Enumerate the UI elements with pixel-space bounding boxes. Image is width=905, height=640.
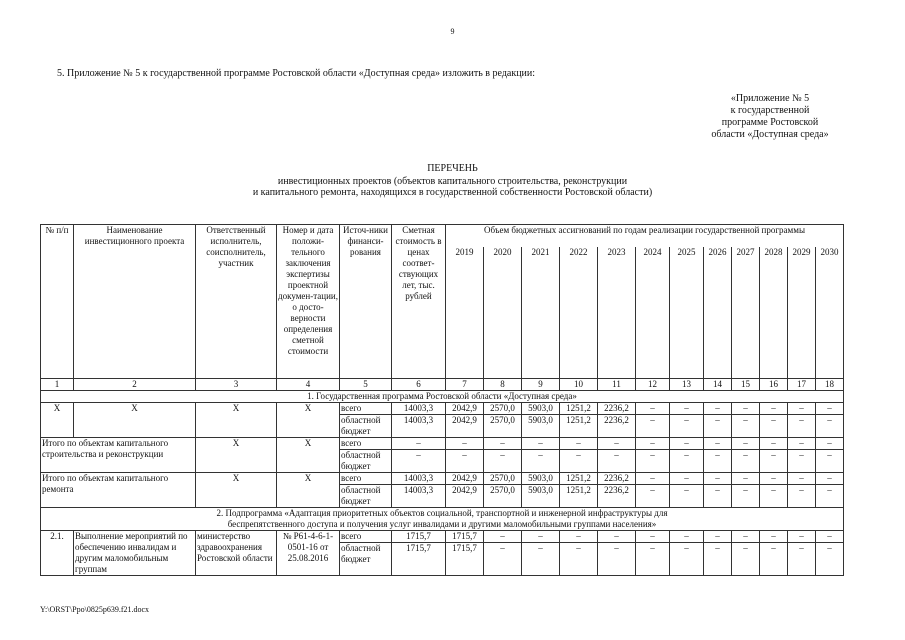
value-cell: –	[816, 473, 844, 485]
value-cell: –	[636, 450, 670, 473]
section-2-title: 2. Подпрограмма «Адаптация приоритетных объектов социальной, транспортной и инженерной инфраструктуры для беспрепятственного доступа и получения услуг инвалидами и другими маломобильными группами населения»	[41, 508, 844, 531]
value-cell: –	[788, 403, 816, 415]
list-subtitle	[0, 176, 905, 198]
value-cell: –	[704, 438, 732, 450]
header-num: № п/п	[41, 225, 74, 379]
column-number: 9	[522, 379, 560, 391]
value-cell: –	[704, 450, 732, 473]
value-cell: 5903,0	[522, 403, 560, 415]
value-cell: –	[760, 450, 788, 473]
table-row	[41, 473, 844, 485]
table-row	[41, 403, 844, 415]
year-header: 2029	[788, 247, 816, 379]
year-header: 2025	[670, 247, 704, 379]
value-cell: –	[670, 403, 704, 415]
value-cell: –	[704, 415, 732, 438]
value-cell: –	[598, 450, 636, 473]
value-cell: –	[636, 438, 670, 450]
intro-text: 5. Приложение № 5 к государственной программе Ростовской области «Доступная среда» изложить в редакции:	[57, 68, 536, 79]
cell-x: Х	[196, 403, 277, 438]
value-cell: –	[760, 485, 788, 508]
appendix-reference	[640, 93, 900, 141]
subtitle-line: инвестиционных проектов (объектов капитального строительства, реконструкции	[277, 176, 628, 187]
list-heading: ПЕРЕЧЕНЬ	[427, 163, 478, 174]
value-cell: –	[522, 450, 560, 473]
value-cell: –	[704, 473, 732, 485]
source-regional: областной бюджет	[340, 485, 392, 508]
value-cell: –	[732, 543, 760, 576]
year-header: 2024	[636, 247, 670, 379]
value-cell: –	[560, 450, 598, 473]
value-cell: –	[788, 438, 816, 450]
year-header: 2020	[484, 247, 522, 379]
column-number: 5	[340, 379, 392, 391]
value-cell: 1251,2	[560, 415, 598, 438]
value-cell: 14003,3	[392, 485, 446, 508]
value-cell: 5903,0	[522, 485, 560, 508]
column-number: 14	[704, 379, 732, 391]
value-cell: –	[670, 485, 704, 508]
value-cell: –	[732, 403, 760, 415]
value-cell: –	[670, 531, 704, 543]
value-cell: 2236,2	[598, 473, 636, 485]
appendix-line: к государственной	[730, 105, 810, 116]
value-cell: –	[636, 543, 670, 576]
header-row	[41, 225, 844, 248]
value-cell: 1251,2	[560, 473, 598, 485]
column-number: 13	[670, 379, 704, 391]
value-cell: –	[636, 403, 670, 415]
cell-x: Х	[196, 438, 277, 473]
value-cell: –	[484, 450, 522, 473]
source-total: всего	[340, 403, 392, 415]
source-regional: областной бюджет	[340, 415, 392, 438]
project-name: Выполнение мероприятий по обеспечению инвалидам и другим маломобильным группам	[74, 531, 196, 576]
column-number: 6	[392, 379, 446, 391]
value-cell: –	[704, 403, 732, 415]
value-cell: –	[816, 403, 844, 415]
value-cell: –	[816, 415, 844, 438]
value-cell: –	[732, 415, 760, 438]
value-cell: 2236,2	[598, 415, 636, 438]
value-cell: –	[788, 485, 816, 508]
value-cell: –	[484, 438, 522, 450]
value-cell: –	[760, 438, 788, 450]
value-cell: –	[760, 543, 788, 576]
row-number: 2.1.	[41, 531, 74, 576]
value-cell: –	[636, 485, 670, 508]
value-cell: –	[760, 473, 788, 485]
column-number: 10	[560, 379, 598, 391]
column-number: 12	[636, 379, 670, 391]
value-cell: 1251,2	[560, 403, 598, 415]
value-cell: –	[788, 415, 816, 438]
header-cost: Сметная стоимость в ценах соответ-ствующих лет, тыс. рублей	[392, 225, 446, 379]
appendix-line: программе Ростовской	[721, 117, 819, 128]
cell-x: Х	[196, 473, 277, 508]
value-cell: 2236,2	[598, 403, 636, 415]
column-number: 11	[598, 379, 636, 391]
value-cell: –	[484, 543, 522, 576]
responsible-executor: министерство здравоохранения Ростовской области	[196, 531, 277, 576]
value-cell: –	[522, 543, 560, 576]
value-cell: –	[816, 450, 844, 473]
value-cell: –	[446, 450, 484, 473]
value-cell: 1715,7	[446, 543, 484, 576]
year-header: 2023	[598, 247, 636, 379]
appendix-line: области «Доступная среда»	[711, 129, 829, 140]
value-cell: –	[732, 473, 760, 485]
value-cell: –	[760, 415, 788, 438]
value-cell: 14003,3	[392, 403, 446, 415]
source-regional: областной бюджет	[340, 450, 392, 473]
header-expertise: Номер и дата положи-тельного заключения экспертизы проектной докумен-тации, о досто-верности определения сметной стоимости	[277, 225, 340, 379]
value-cell: –	[560, 438, 598, 450]
value-cell: –	[392, 438, 446, 450]
header-source: Источ-ники финанси-рования	[340, 225, 392, 379]
column-number: 4	[277, 379, 340, 391]
table-row	[41, 438, 844, 450]
value-cell: 2570,0	[484, 485, 522, 508]
value-cell: –	[636, 415, 670, 438]
value-cell: –	[636, 531, 670, 543]
column-number: 3	[196, 379, 277, 391]
value-cell: –	[816, 543, 844, 576]
repair-total-label: Итого по объектам капитального ремонта	[41, 473, 196, 508]
column-number: 1	[41, 379, 74, 391]
value-cell: –	[816, 485, 844, 508]
value-cell: –	[484, 531, 522, 543]
year-header: 2028	[760, 247, 788, 379]
value-cell: –	[670, 543, 704, 576]
value-cell: 1715,7	[392, 531, 446, 543]
source-regional: областной бюджет	[340, 543, 392, 576]
value-cell: –	[670, 450, 704, 473]
value-cell: 5903,0	[522, 473, 560, 485]
subtitle-line: и капитального ремонта, находящихся в государственной собственности Ростовской области)	[252, 187, 653, 198]
header-name: Наименование инвестиционного проекта	[74, 225, 196, 379]
value-cell: –	[732, 485, 760, 508]
value-cell: 2042,9	[446, 473, 484, 485]
value-cell: –	[446, 438, 484, 450]
value-cell: 2236,2	[598, 485, 636, 508]
column-number: 16	[760, 379, 788, 391]
value-cell: 2570,0	[484, 473, 522, 485]
header-volume: Объем бюджетных ассигнований по годам реализации государственной программы	[446, 225, 844, 248]
value-cell: –	[704, 531, 732, 543]
cell-x: Х	[41, 403, 74, 438]
year-header: 2027	[732, 247, 760, 379]
value-cell: 2042,9	[446, 403, 484, 415]
cell-x: Х	[74, 403, 196, 438]
value-cell: –	[704, 543, 732, 576]
file-path: Y:\ORST\Ppo\0825p639.f21.docx	[40, 605, 150, 614]
value-cell: 2570,0	[484, 403, 522, 415]
year-header: 2026	[704, 247, 732, 379]
construction-total-label: Итого по объектам капитального строительства и реконструкции	[41, 438, 196, 473]
value-cell: –	[788, 543, 816, 576]
header-responsible: Ответственный исполнитель, соисполнитель, участник	[196, 225, 277, 379]
value-cell: –	[522, 438, 560, 450]
value-cell: –	[670, 415, 704, 438]
value-cell: 5903,0	[522, 415, 560, 438]
section-1-title: 1. Государственная программа Ростовской области «Доступная среда»	[41, 391, 844, 403]
value-cell: –	[560, 543, 598, 576]
column-number: 2	[74, 379, 196, 391]
column-number: 17	[788, 379, 816, 391]
value-cell: 2042,9	[446, 485, 484, 508]
value-cell: –	[816, 531, 844, 543]
source-total: всего	[340, 531, 392, 543]
column-number: 7	[446, 379, 484, 391]
cell-x: Х	[277, 473, 340, 508]
value-cell: –	[760, 531, 788, 543]
value-cell: –	[788, 473, 816, 485]
year-header: 2030	[816, 247, 844, 379]
cell-x: Х	[277, 438, 340, 473]
value-cell: –	[704, 485, 732, 508]
value-cell: 1251,2	[560, 485, 598, 508]
column-number: 15	[732, 379, 760, 391]
value-cell: –	[670, 473, 704, 485]
cell-x: Х	[277, 403, 340, 438]
value-cell: –	[732, 438, 760, 450]
page-number: 9	[450, 27, 455, 36]
value-cell: –	[788, 450, 816, 473]
value-cell: 14003,3	[392, 415, 446, 438]
value-cell: –	[788, 531, 816, 543]
section-title-row	[41, 508, 844, 531]
investment-projects-table	[40, 224, 844, 576]
source-total: всего	[340, 438, 392, 450]
value-cell: –	[816, 438, 844, 450]
source-total: всего	[340, 473, 392, 485]
year-header: 2022	[560, 247, 598, 379]
value-cell: –	[598, 543, 636, 576]
value-cell: 14003,3	[392, 473, 446, 485]
value-cell: –	[636, 473, 670, 485]
column-number: 18	[816, 379, 844, 391]
table-row	[41, 531, 844, 543]
column-numbers-row	[41, 379, 844, 391]
value-cell: 1715,7	[392, 543, 446, 576]
value-cell: –	[598, 531, 636, 543]
year-header: 2019	[446, 247, 484, 379]
value-cell: –	[732, 531, 760, 543]
value-cell: –	[670, 438, 704, 450]
value-cell: –	[760, 403, 788, 415]
section-title-row	[41, 391, 844, 403]
value-cell: –	[598, 438, 636, 450]
value-cell: 2570,0	[484, 415, 522, 438]
value-cell: –	[392, 450, 446, 473]
expertise-conclusion: № Р61-4-6-1-0501-16 от 25.08.2016	[277, 531, 340, 576]
column-number: 8	[484, 379, 522, 391]
value-cell: –	[560, 531, 598, 543]
value-cell: 2042,9	[446, 415, 484, 438]
appendix-line: «Приложение № 5	[730, 93, 810, 104]
value-cell: –	[522, 531, 560, 543]
value-cell: 1715,7	[446, 531, 484, 543]
value-cell: –	[732, 450, 760, 473]
year-header: 2021	[522, 247, 560, 379]
